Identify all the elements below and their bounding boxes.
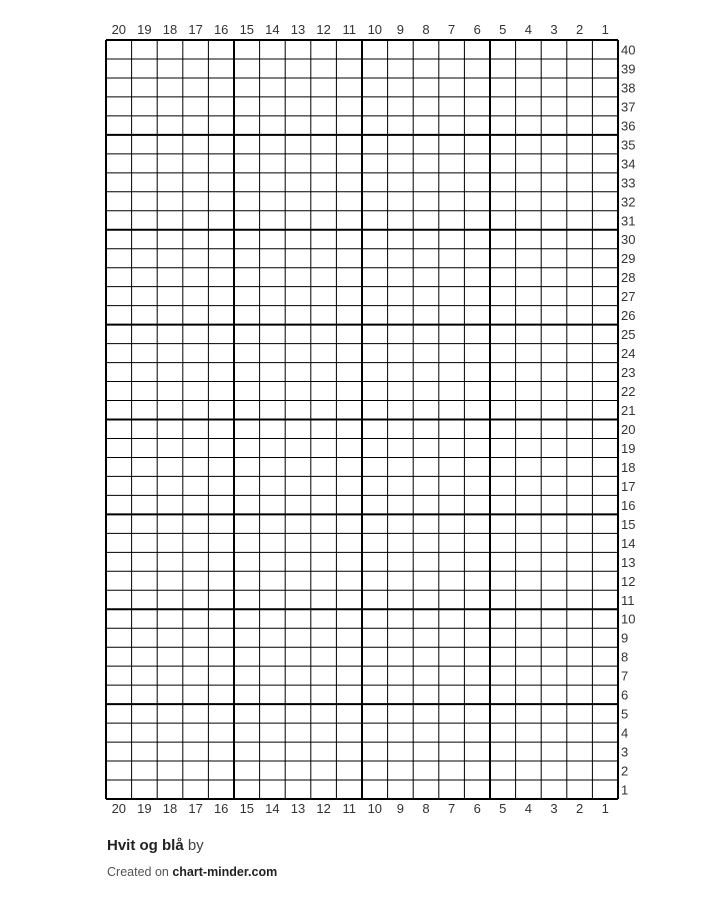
column-number: 9 [396,801,405,816]
column-number: 6 [473,801,481,816]
column-number: 8 [422,801,430,816]
row-number: 18 [621,459,636,475]
chart-footer [107,836,667,880]
row-number: 1 [621,782,629,798]
column-number: 4 [524,22,533,37]
row-number: 26 [621,308,636,324]
column-number: 1 [601,801,609,816]
row-number: 40 [621,42,636,58]
column-number: 17 [188,801,203,816]
column-number: 3 [550,801,558,816]
column-number: 20 [111,801,127,816]
column-number: 13 [290,22,306,37]
column-number: 7 [447,801,456,816]
row-number: 10 [621,611,636,627]
grid-lines [106,40,618,799]
row-number: 32 [621,194,636,210]
column-number: 5 [499,22,507,37]
row-number: 14 [621,535,636,551]
column-number: 9 [396,22,405,37]
row-number: 37 [621,99,636,115]
column-numbers-top [112,22,609,37]
column-number: 2 [575,801,584,816]
column-number: 8 [422,22,430,37]
row-number: 21 [621,403,636,419]
row-number: 11 [621,592,635,608]
row-number: 23 [621,365,636,381]
column-number: 4 [524,801,533,816]
column-number: 1 [601,22,609,37]
row-number: 3 [621,744,629,760]
column-number: 15 [239,22,255,37]
column-number: 12 [316,22,331,37]
row-number: 25 [621,327,636,343]
column-number: 3 [550,22,558,37]
row-number: 28 [621,270,636,286]
row-number: 24 [621,346,636,362]
row-number: 9 [621,630,629,646]
row-number: 31 [621,213,636,229]
row-number: 35 [621,137,636,153]
column-number: 14 [265,22,280,37]
column-number: 16 [213,22,229,37]
row-number: 20 [621,421,636,437]
chart-title-line [107,836,667,856]
row-number: 4 [621,725,629,741]
column-number: 15 [239,801,255,816]
column-number: 5 [499,801,507,816]
column-number: 7 [447,22,456,37]
column-number: 10 [367,22,383,37]
row-number: 29 [621,251,636,267]
column-number: 12 [316,801,331,816]
chart-title: Hvit og blå [107,837,184,854]
column-number: 20 [111,22,127,37]
column-numbers-bottom [112,801,609,816]
created-on-credit [107,864,667,880]
row-number: 2 [621,763,629,779]
column-number: 14 [265,801,280,816]
column-number: 10 [367,801,383,816]
column-number: 19 [137,22,152,37]
row-number: 27 [621,289,636,305]
column-number: 11 [342,801,356,816]
row-number: 19 [621,440,636,456]
row-number: 15 [621,516,636,532]
row-number: 30 [621,232,636,248]
row-number: 5 [621,706,629,722]
row-number: 7 [621,668,629,684]
row-number: 16 [621,497,636,513]
row-number: 22 [621,384,636,400]
column-number: 2 [575,22,584,37]
site-link[interactable]: chart-minder.com [172,865,278,879]
row-number: 36 [621,118,636,134]
column-number: 19 [137,801,152,816]
row-number: 13 [621,554,636,570]
created-on-label: Created on [107,865,169,879]
column-number: 17 [188,22,203,37]
column-number: 6 [473,22,481,37]
column-number: 13 [290,801,306,816]
row-number: 33 [621,175,636,191]
row-number: 38 [621,80,636,96]
column-number: 16 [213,801,229,816]
row-number: 34 [621,156,636,172]
row-number: 6 [621,687,629,703]
row-numbers [621,42,635,797]
row-number: 8 [621,649,629,665]
column-number: 11 [342,22,356,37]
row-number: 17 [621,478,636,494]
chart-author-by: by [187,837,204,854]
column-number: 18 [162,22,178,37]
column-number: 18 [162,801,178,816]
row-number: 39 [621,61,636,77]
row-number: 12 [621,573,636,589]
